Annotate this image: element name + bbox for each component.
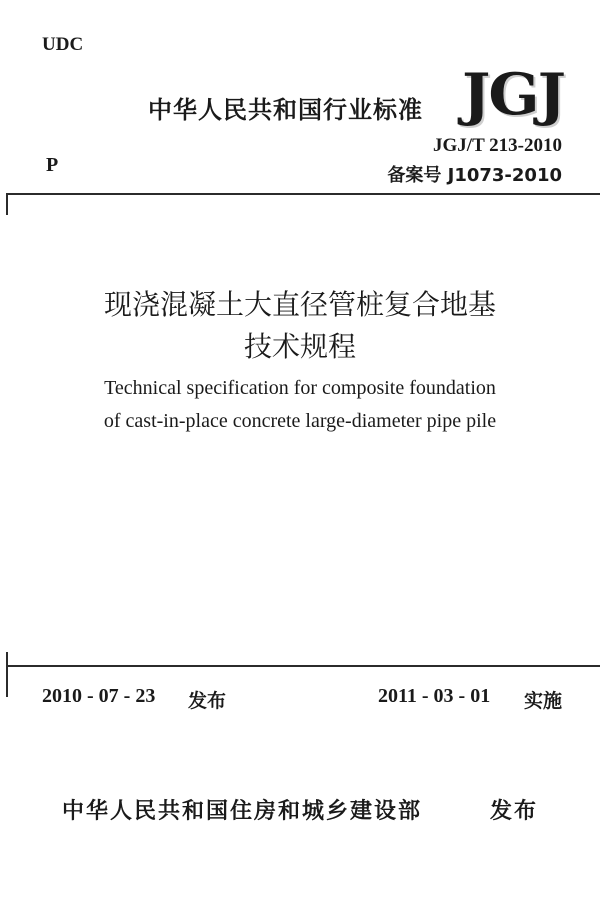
chinese-title-line-1: 现浇混凝土大直径管桩复合地基: [103, 288, 496, 321]
standard-type-title: 中华人民共和国行业标准: [148, 96, 423, 124]
classification-code: P: [46, 154, 59, 176]
record-number: 备案号 J1073-2010: [387, 165, 562, 186]
bottom-divider: [8, 665, 600, 667]
top-divider-tick: [6, 193, 8, 215]
jgj-logo: JGJ: [462, 61, 565, 129]
top-divider: [8, 193, 600, 195]
english-title-line-1: Technical specification for composite foundation: [104, 377, 496, 399]
chinese-title-line-2: 技术规程: [243, 330, 356, 363]
implement-label: 实施: [524, 690, 563, 712]
issue-date: 2010 - 07 - 23: [42, 685, 156, 707]
bottom-divider-tick: [6, 652, 8, 697]
issue-label: 发布: [188, 690, 227, 712]
udc-label: UDC: [42, 34, 84, 55]
english-title-line-2: of cast-in-place concrete large-diameter pipe pile: [103, 410, 497, 432]
publisher-name: 中华人民共和国住房和城乡建设部: [62, 799, 423, 824]
standard-code: JGJ/T 213-2010: [433, 135, 562, 156]
implement-date: 2011 - 03 - 01: [378, 685, 491, 707]
publisher-label: 发布: [490, 799, 539, 824]
